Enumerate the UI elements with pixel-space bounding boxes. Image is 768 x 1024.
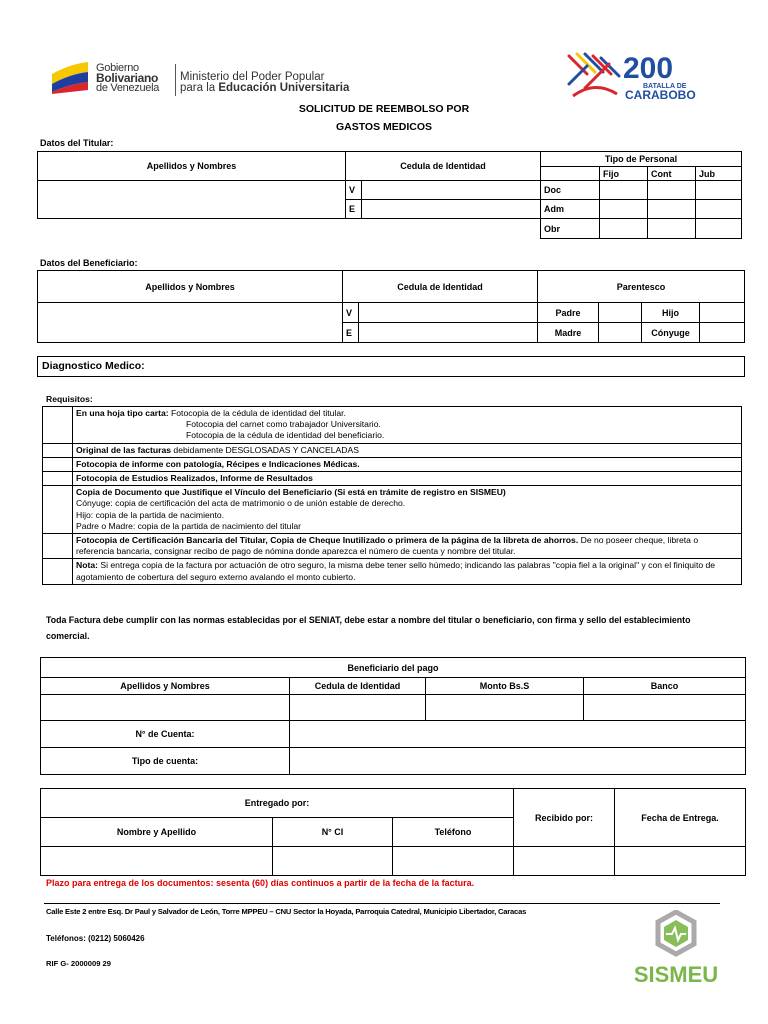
diagnostico-box[interactable] [37,356,745,377]
titular-table [37,151,742,239]
titular-obr-label: Obr [541,219,600,239]
footer-phone: Teléfonos: (0212) 5060426 [46,934,145,943]
header-separator [175,64,176,96]
titular-col-names: Apellidos y Nombres [38,152,346,181]
bic-batalla: BATALLA DE [643,83,687,90]
beneficiario-names-field[interactable] [38,303,343,343]
titular-adm-label: Adm [541,200,600,219]
pago-col-banco: Banco [584,678,746,695]
req3-text: Fotocopia de informe con patología, Récipes e Indicaciones Médicas. [73,457,742,471]
pago-table [40,657,746,775]
beneficiario-hijo-label: Hijo [642,303,700,323]
beneficiario-ci-v-field[interactable] [359,303,538,323]
titular-obr-jub-cell[interactable] [696,219,742,239]
beneficiario-padre-label: Padre [538,303,599,323]
entrega-col-nombre: Nombre y Apellido [41,818,273,847]
pago-cuenta-field[interactable] [290,721,746,748]
titular-adm-fijo-cell[interactable] [600,200,648,219]
pago-names-field[interactable] [41,695,290,721]
req3-checkbox[interactable] [43,457,73,471]
beneficiario-col-names: Apellidos y Nombres [38,271,343,303]
titular-col-tipo: Tipo de Personal [541,152,742,167]
titular-doc-fijo-cell[interactable] [600,181,648,200]
requisitos-label: Requisitos: [46,394,93,404]
titular-adm-jub-cell[interactable] [696,200,742,219]
beneficiario-v-label: V [343,303,359,323]
titular-section-label: Datos del Titular: [40,138,114,148]
beneficiario-table [37,270,745,343]
titular-names-field[interactable] [38,181,346,219]
titular-e-label: E [346,200,362,219]
req4-text: Fotocopia de Estudios Realizados, Informe de Resultados [73,472,742,486]
beneficiario-padre-cell[interactable] [599,303,642,323]
requisitos-table [42,406,742,585]
titular-adm-cont-cell[interactable] [648,200,696,219]
titular-doc-label: Doc [541,181,600,200]
entrega-nombre-field[interactable] [41,847,273,876]
form-title-line1: SOLICITUD DE REEMBOLSO POR [298,103,470,115]
bic-carabobo: CARABOBO [625,88,696,102]
min-line2-bold: Educación Universitaria [218,82,350,94]
titular-ci-v-field[interactable] [362,181,541,200]
beneficiario-col-ci: Cedula de Identidad [343,271,538,303]
entrega-tel-field[interactable] [393,847,514,876]
entrega-fecha-label: Fecha de Entrega. [615,789,746,847]
titular-cont-label: Cont [648,167,696,181]
req5-text: Copia de Documento que Justifique el Vínculo del Beneficiario (Si está en trámite de registro en SISMEU) Cónyuge: copia de certificación del acta de matrimonio o de unión estable de derecho. Hijo: copia de la partida de nacimiento. Padre o Madre: copia de la partida de nacimiento del titular [73,486,742,534]
footer-divider [44,903,720,904]
min-line1: Ministerio del Poder Popular [180,71,325,83]
titular-ci-e-field[interactable] [362,200,541,219]
titular-jub-label: Jub [696,167,742,181]
titular-obr-cont-cell[interactable] [648,219,696,239]
req4-checkbox[interactable] [43,472,73,486]
entrega-recibido-label: Recibido por: [514,789,615,847]
pago-tipo-cuenta-label: Tipo de cuenta: [41,748,290,775]
footer-address: Calle Este 2 entre Esq. Dr Paul y Salvador de León, Torre MPPEU – CNU Sector la Hoyada, Parroquia Catedral, Municipio Libertador, Caracas [46,907,527,916]
req2-text: Original de las facturas debidamente DESGLOSADAS Y CANCELADAS [73,443,742,457]
diagnostico-label: Diagnostico Medico: [42,360,145,372]
entrega-col-tel: Teléfono [393,818,514,847]
titular-col-ci: Cedula de Identidad [346,152,541,181]
req7-checkbox[interactable] [43,559,73,584]
entrega-recibido-field[interactable] [514,847,615,876]
entrega-col-ci: N° CI [273,818,393,847]
factura-note: Toda Factura debe cumplir con las normas establecidas por el SENIAT, debe estar a nombre del titular o beneficiario, con firma y sello del establecimiento comercial. [46,615,691,641]
pago-col-ci: Cedula de Identidad [290,678,426,695]
req6-text: Fotocopia de Certificación Bancaria del Titular, Copia de Cheque Inutilizado o primera de la página de la libreta de ahorros. De no poseer cheque, libreta o referencia bancaria, consignar recibo de pago de nómina donde aparezca el número de cuenta y nombre del titular. [73,534,742,559]
req1-text: En una hoja tipo carta: Fotocopia de la cédula de identidad del titular. Fotocopia del carnet como trabajador Universitario. Fotocopia de la cédula de identidad del beneficiario. [73,407,742,444]
beneficiario-section-label: Datos del Beneficiario: [40,258,138,268]
req5-checkbox[interactable] [43,486,73,534]
min-line2-prefix: para la [180,82,219,94]
beneficiario-madre-cell[interactable] [599,323,642,343]
plazo-note: Plazo para entrega de los documentos: sesenta (60) días continuos a partir de la fecha de la factura. [46,878,475,888]
beneficiario-ci-e-field[interactable] [359,323,538,343]
gob-line1: Gobierno [96,62,139,74]
pago-monto-field[interactable] [426,695,584,721]
form-title-line2: GASTOS MEDICOS [335,121,433,133]
pago-col-monto: Monto Bs.S [426,678,584,695]
gobierno-logo-text [96,63,159,93]
beneficiario-madre-label: Madre [538,323,599,343]
req1-checkbox[interactable] [43,407,73,444]
pago-col-names: Apellidos y Nombres [41,678,290,695]
pago-cuenta-label: N° de Cuenta: [41,721,290,748]
entrega-entregado-label: Entregado por: [41,789,514,818]
pago-tipo-cuenta-field[interactable] [290,748,746,775]
entrega-table [40,788,746,876]
bicentenario-carabobo-logo [565,50,725,102]
venezuela-flag-icon [50,60,90,94]
req2-checkbox[interactable] [43,443,73,457]
gob-line2: Bolivariano [96,71,159,85]
ministerio-logo-text [180,72,349,94]
beneficiario-e-label: E [343,323,359,343]
pago-title: Beneficiario del pago [41,658,746,678]
titular-doc-cont-cell[interactable] [648,181,696,200]
req6-checkbox[interactable] [43,534,73,559]
entrega-fecha-field[interactable] [615,847,746,876]
pago-ci-field[interactable] [290,695,426,721]
titular-obr-fijo-cell[interactable] [600,219,648,239]
gob-line3: de Venezuela [96,82,160,94]
titular-doc-jub-cell[interactable] [696,181,742,200]
beneficiario-col-parentesco: Parentesco [538,271,745,303]
sismeu-logo [628,910,724,990]
beneficiario-hijo-cell[interactable] [700,303,745,323]
req7-text: Nota: Si entrega copia de la factura por actuación de otro seguro, la misma debe tener sello húmedo; indicando las palabras "copia fiel a la original" y con el finiquito de agotamiento de cobertura del seguro externo avalando el monto cubierto. [73,559,742,584]
beneficiario-conyuge-cell[interactable] [700,323,745,343]
entrega-ci-field[interactable] [273,847,393,876]
pago-banco-field[interactable] [584,695,746,721]
titular-v-label: V [346,181,362,200]
titular-fijo-label: Fijo [600,167,648,181]
sismeu-text: SISMEU [633,962,719,987]
footer-rif: RIF G- 2000009 29 [46,959,112,968]
beneficiario-conyuge-label: Cónyuge [642,323,700,343]
bic-200: 200 [623,52,674,85]
